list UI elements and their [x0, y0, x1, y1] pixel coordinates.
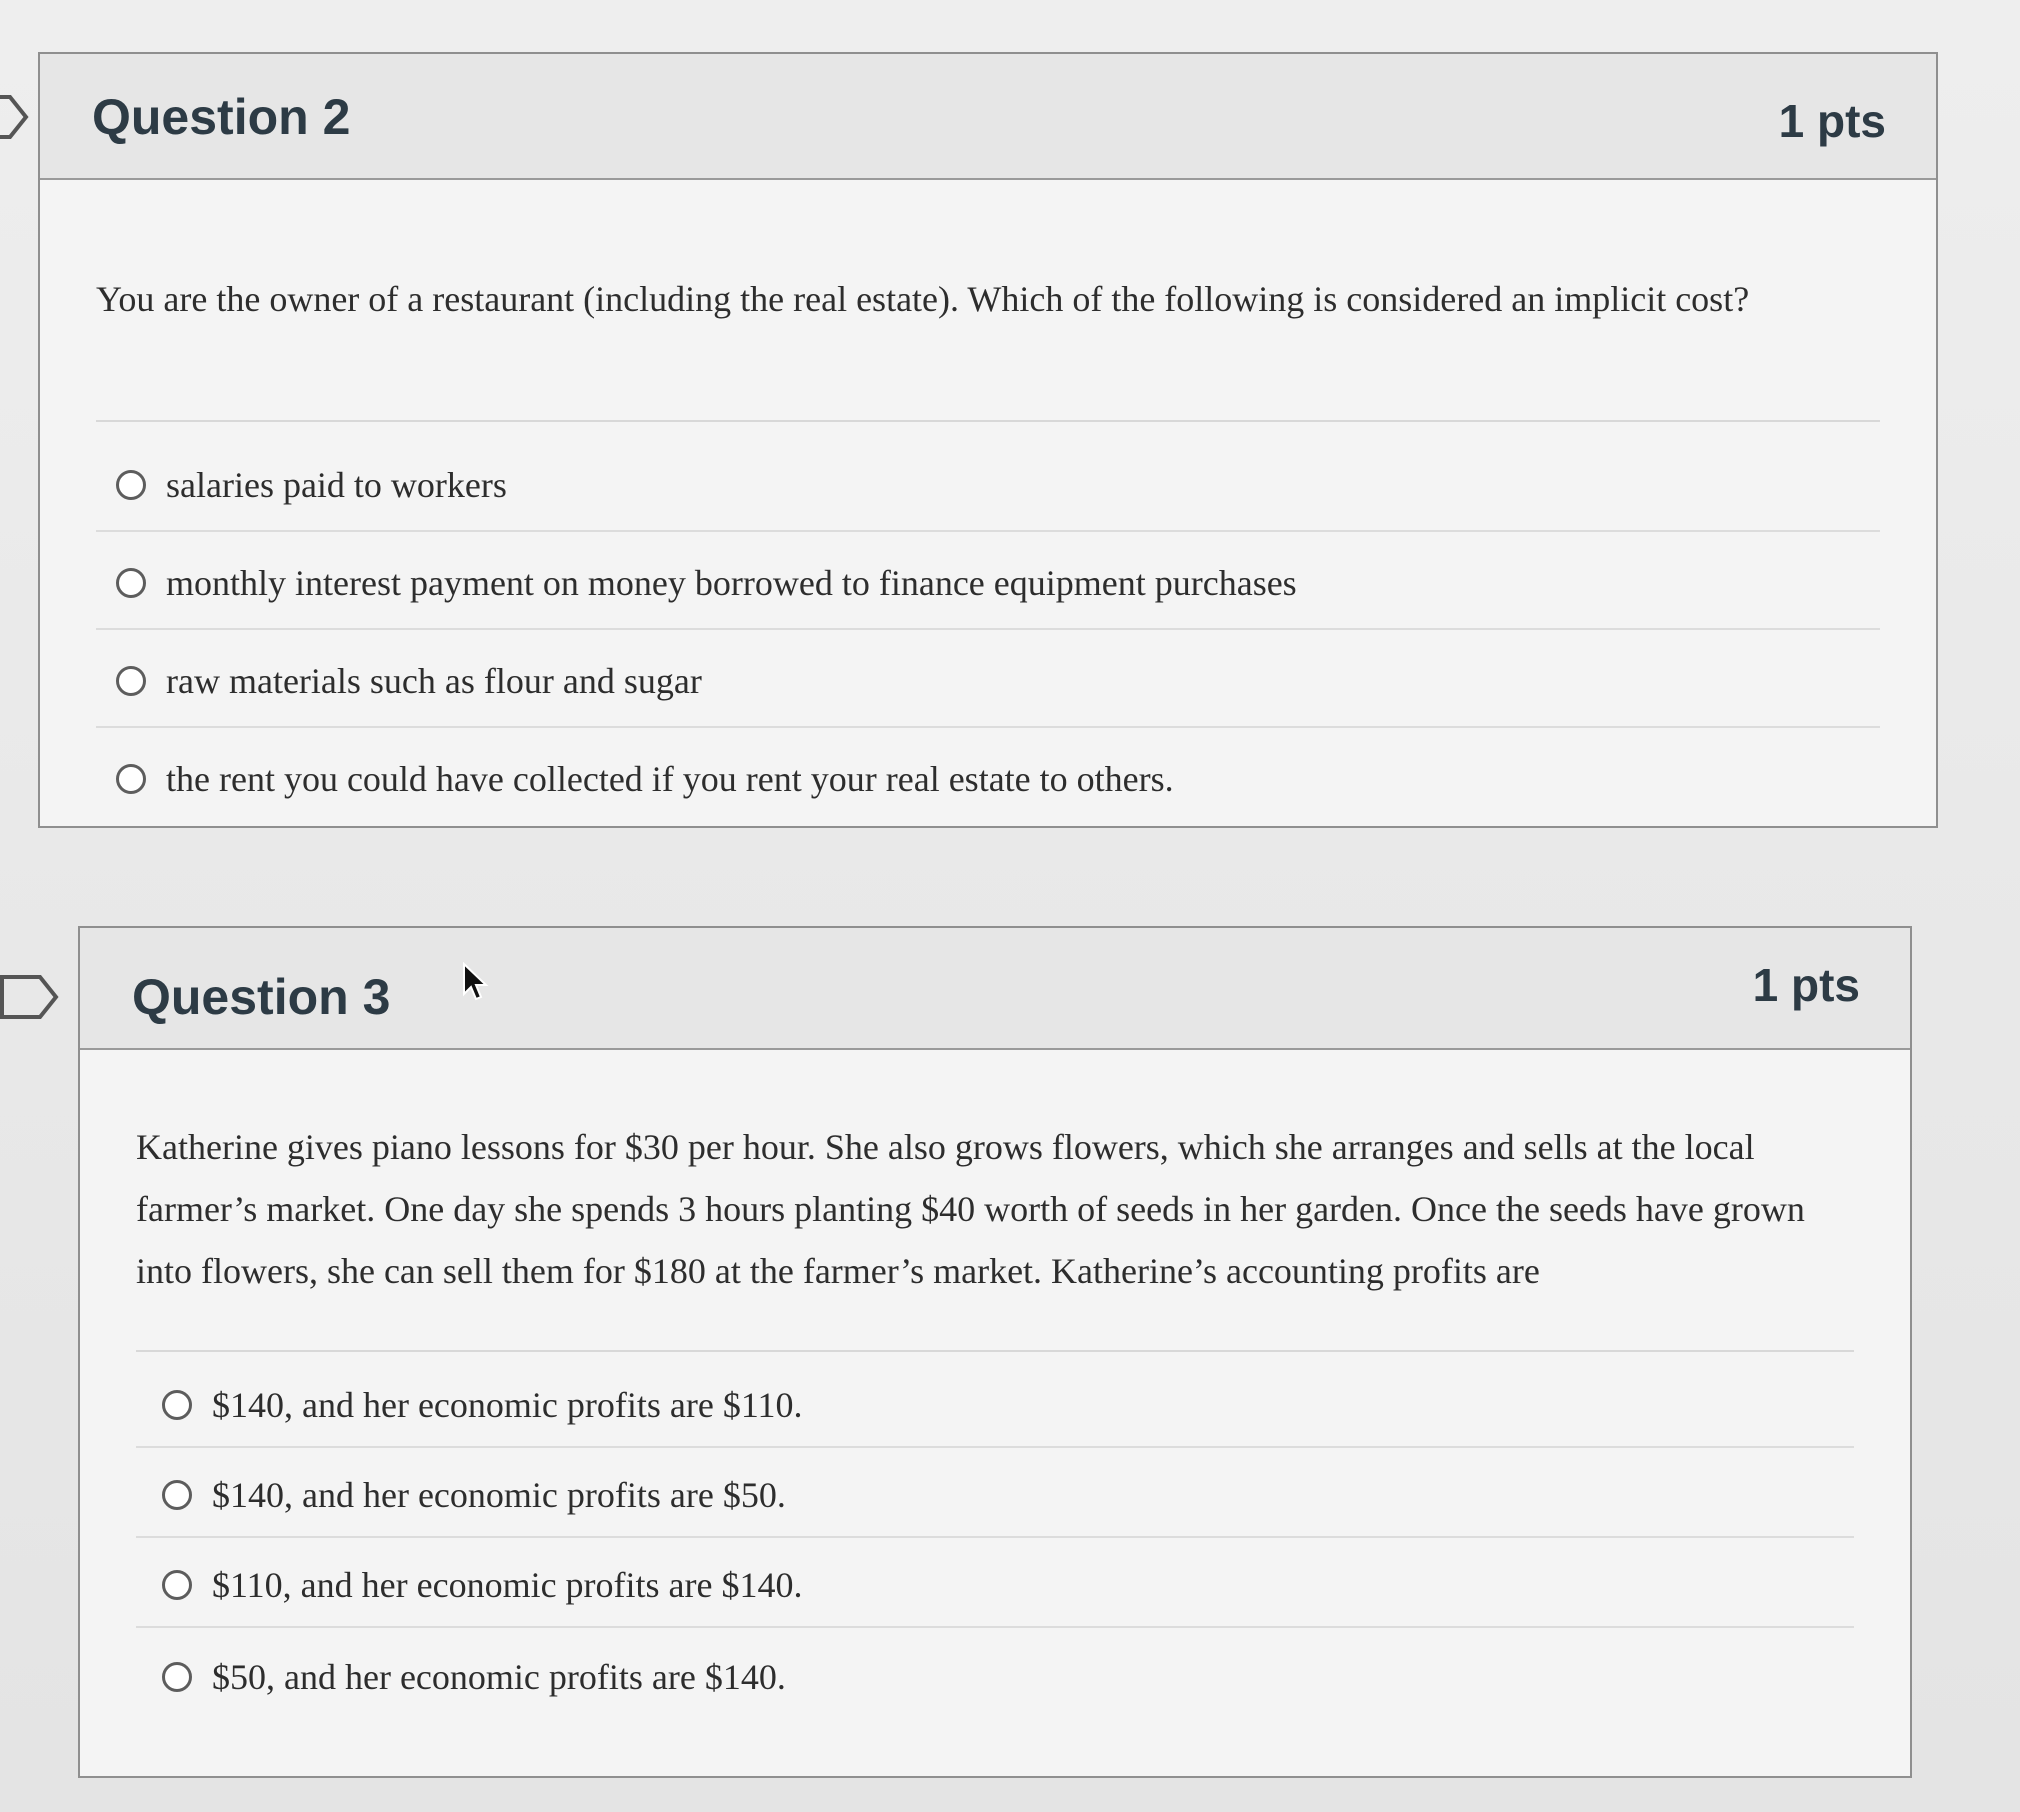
answer-label: raw materials such as flour and sugar [166, 661, 702, 701]
answer-separator [96, 726, 1880, 728]
answer-option[interactable] [162, 1642, 1850, 1712]
answer-option[interactable] [116, 450, 1876, 520]
question-3 [78, 926, 1912, 1778]
flag-icon[interactable] [0, 95, 30, 139]
radio-button[interactable] [162, 1662, 192, 1692]
radio-button[interactable] [116, 568, 146, 598]
answer-option[interactable] [116, 646, 1876, 716]
answer-separator [96, 530, 1880, 532]
answer-option[interactable] [162, 1550, 1850, 1620]
question-header [80, 928, 1910, 1050]
divider [96, 420, 1880, 422]
answer-option[interactable] [162, 1460, 1850, 1530]
answer-label: salaries paid to workers [166, 465, 507, 505]
question-text: Katherine gives piano lessons for $30 per hour. She also grows flowers, which she arranges and sells at the local farmer’s market. One day she spends 3 hours planting $40 worth of seeds in her garden. Once the seeds have grown into flowers, she can sell them for $180 at the farmer’s market. Katherine’s accounting profits are [136, 1127, 1805, 1291]
answer-label: the rent you could have collected if you rent your real estate to others. [166, 759, 1174, 799]
answer-separator [136, 1536, 1854, 1538]
radio-button[interactable] [162, 1480, 192, 1510]
question-title: Question 3 [132, 969, 391, 1025]
flag-icon[interactable] [0, 975, 60, 1019]
answer-option[interactable] [162, 1370, 1850, 1440]
answer-separator [136, 1626, 1854, 1628]
radio-button[interactable] [162, 1570, 192, 1600]
answer-label: $50, and her economic profits are $140. [212, 1657, 786, 1697]
answer-option[interactable] [116, 744, 1876, 814]
question-points: 1 pts [1752, 959, 1860, 1011]
mouse-pointer-icon [462, 962, 490, 1002]
answer-label: $140, and her economic profits are $110. [212, 1385, 803, 1425]
question-title: Question 2 [92, 89, 351, 145]
radio-button[interactable] [116, 470, 146, 500]
answer-option[interactable] [116, 548, 1876, 618]
question-2 [38, 52, 1938, 828]
radio-button[interactable] [116, 666, 146, 696]
question-text: You are the owner of a restaurant (including the real estate). Which of the following is considered an implicit cost? [96, 279, 1750, 319]
answer-label: $110, and her economic profits are $140. [212, 1565, 803, 1605]
answer-label: $140, and her economic profits are $50. [212, 1475, 786, 1515]
radio-button[interactable] [162, 1390, 192, 1420]
divider [136, 1350, 1854, 1352]
radio-button[interactable] [116, 764, 146, 794]
question-points: 1 pts [1778, 95, 1886, 147]
question-header [40, 54, 1936, 180]
answer-separator [96, 628, 1880, 630]
answer-label: monthly interest payment on money borrowed to finance equipment purchases [166, 563, 1297, 603]
answer-separator [136, 1446, 1854, 1448]
